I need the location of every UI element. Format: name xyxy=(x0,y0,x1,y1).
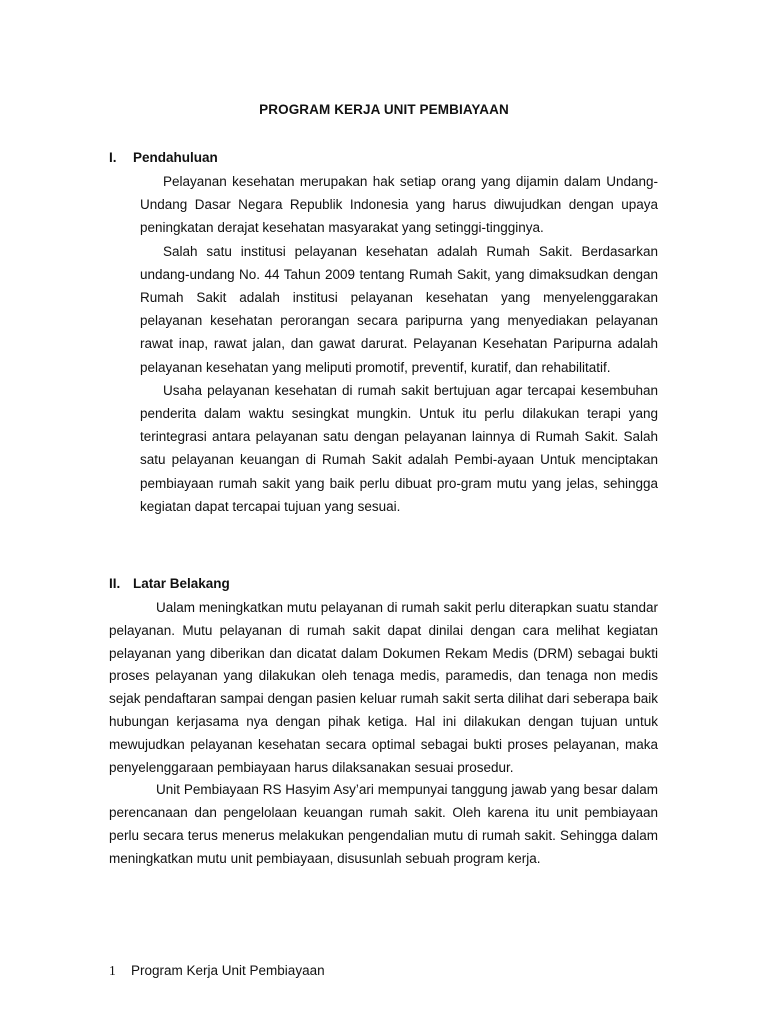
paragraph: Pelayanan kesehatan merupakan hak setiap orang yang dijamin dalam Undang-Undang Dasar Negara Republik Indonesia yang harus diwujudkan dengan upaya peningkatan derajat kesehatan masyarakat yang setinggi-tingginya. xyxy=(140,174,658,236)
section-title: Latar Belakang xyxy=(133,576,230,591)
paragraph: Unit Pembiayaan RS Hasyim Asy’ari mempunyai tanggung jawab yang besar dalam perencanaan dan pengelolaan keuangan rumah sakit. Oleh karena itu unit pembiayaan perlu secara terus menerus melakukan pengendalian mutu di rumah sakit. Sehingga dalam meningkatkan mutu unit pembiayaan, disusunlah sebuah program kerja. xyxy=(109,782,658,866)
paragraph: Salah satu institusi pelayanan kesehatan adalah Rumah Sakit. Berdasarkan undang-undang No. 44 Tahun 2009 tentang Rumah Sakit, yang dimaksudkan dengan Rumah Sakit adalah institusi pelayanan kesehatan yang menyelenggarakan pelayanan kesehatan perorangan secara paripurna yang menyediakan pelayanan rawat inap, rawat jalan, dan gawat darurat. Pelayanan Kesehatan Paripurna adalah pelayanan kesehatan yang meliputi promotif, preventif, kuratif, dan rehabilitatif. xyxy=(140,243,658,375)
document-title: PROGRAM KERJA UNIT PEMBIAYAAN xyxy=(259,102,509,117)
page-number: 1 xyxy=(109,963,116,978)
section-heading-latar-belakang xyxy=(109,576,230,591)
section-title: Pendahuluan xyxy=(133,150,218,165)
section-body-latar-belakang xyxy=(109,597,658,871)
page-footer xyxy=(109,963,325,979)
section-number: II. xyxy=(109,576,121,591)
section-number: I. xyxy=(109,150,117,165)
paragraph: Ualam meningkatkan mutu pelayanan di rumah sakit perlu diterapkan suatu standar pelayanan. Mutu pelayanan di rumah sakit dapat dinilai dengan cara melihat kegiatan pelayanan yang diberikan dan dicatat dalam Dokumen Rekam Medis (DRM) sebagai bukti proses pelayanan yang dilakukan oleh tenaga medis, paramedis, dan tenaga non medis sejak pendaftaran sampai dengan pasien keluar rumah sakit serta dilihat dari seberapa baik hubungan kerjasama nya dengan pihak ketiga. Hal ini dilakukan dengan tujuan untuk mewujudkan pelayanan kesehatan secara optimal sebagai bukti proses pelayanan, maka penyelenggaraan pembiayaan harus dilaksanakan sesuai prosedur. xyxy=(109,600,658,775)
paragraph: Usaha pelayanan kesehatan di rumah sakit bertujuan agar tercapai kesembuhan penderita dalam waktu sesingkat mungkin. Untuk itu perlu dilakukan terapi yang terintegrasi antara pelayanan satu dengan pelayanan lainnya di Rumah Sakit. Salah satu pelayanan keuangan di Rumah Sakit adalah Pembi-ayaan Untuk menciptakan pembiayaan rumah sakit yang baik perlu dibuat pro-gram mutu yang jelas, sehingga kegiatan dapat tercapai tujuan yang sesuai. xyxy=(140,382,658,514)
section-heading-pendahuluan xyxy=(109,150,218,165)
footer-text: Program Kerja Unit Pembiayaan xyxy=(131,963,325,978)
section-body-pendahuluan xyxy=(140,170,658,518)
